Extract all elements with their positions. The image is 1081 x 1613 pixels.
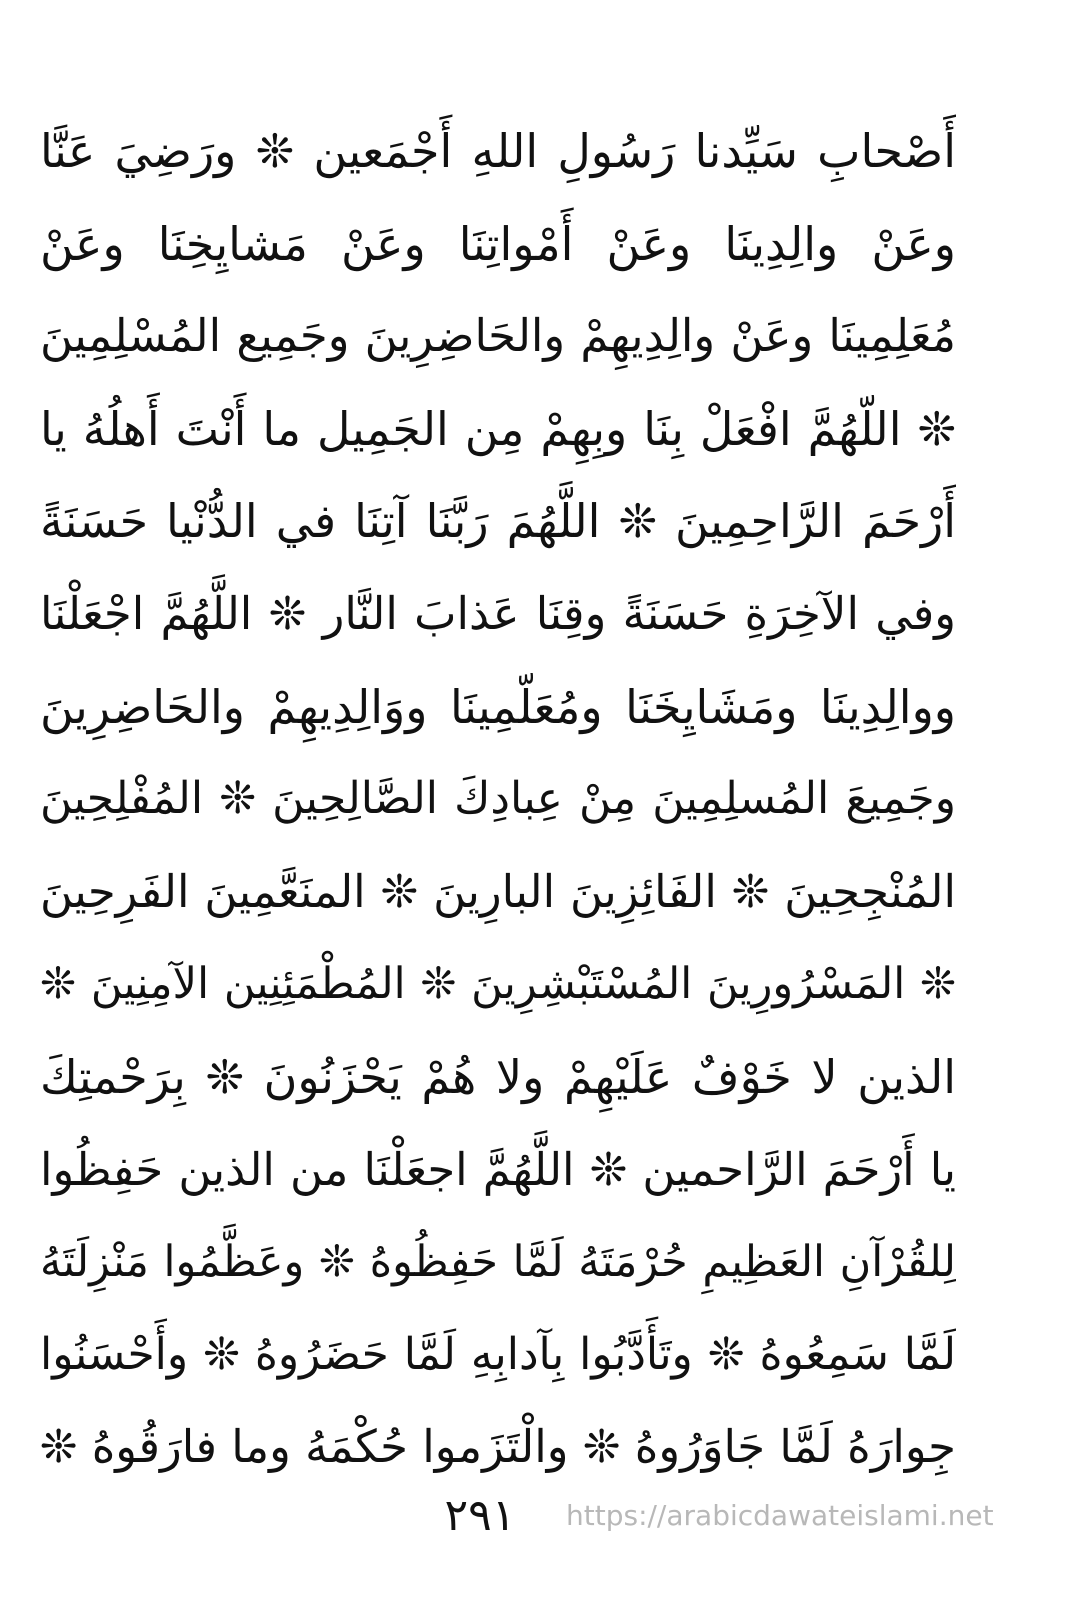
text-line-14: لَمَّا سَمِعُوهُ ❊ وتَأَدَّبُوا بِآدابِهِ لَمَّا حَضَرُوهُ ❊ وأَحْسَنُوا [40,1328,956,1380]
page-footer [0,1486,1081,1546]
text-line-2: وعَنْ والِدِينَا وعَنْ أَمْواتِنَا وعَنْ مَشايِخِنَا وعَنْ [40,216,956,271]
text-line-9: المُنْجِحِينَ ❊ الفَائِزِينَ البارِينَ ❊ المنَعَّمِينَ الفَرِحِينَ [40,864,956,918]
text-line-13: لِلقُرْآنِ العَظِيمِ حُرْمَتَهُ لَمَّا حَفِظُوهُ ❊ وعَظَّمُوا مَنْزِلَتَهُ [40,1237,956,1288]
text-line-4: ❊ اللّهُمَّ افْعَلْ بِنَا وبِهِمْ مِن الجَمِيل ما أَنْتَ أَهلُهُ يا [40,401,956,456]
arabic-text-block [40,105,956,1494]
text-line-6: وفي الآخِرَةِ حَسَنَةً وقِنَا عَذابَ النَّار ❊ اللَّهُمَّ اجْعَلْنَا [40,586,956,640]
text-line-10: ❊ المَسْرُورِينَ المُسْتَبْشِرِينَ ❊ المُطْمَئِنِين الآمِنِينَ ❊ [40,959,956,1010]
text-line-3: مُعَلِمِينَا وعَنْ والِدِيهِمْ والحَاضِرِينَ وجَمِيع المُسْلِمِينَ [40,309,956,363]
text-line-5: أَرْحَمَ الرَّاحِمِينَ ❊ اللَّهُمَ رَبَّنَا آتِنَا في الدُّنْيا حَسَنَةً [40,494,956,549]
page-number: ٢٩١ [444,1490,516,1541]
text-line-15: جِوارَهُ لَمَّا جَاوَرُوهُ ❊ والْتَزَموا حُكْمَهُ وما فارَقُوهُ ❊ [40,1420,956,1474]
text-line-11: الذين لا خَوْفٌ عَلَيْهِمْ ولا هُمْ يَحْزَنُونَ ❊ بِرَحْمتِكَ [40,1049,956,1104]
text-line-8: وجَمِيعَ المُسلِمِينَ مِنْ عِبادِكَ الصَّالِحِينَ ❊ المُفْلِحِينَ [40,773,956,825]
text-line-12: يا أَرْحَمَ الرَّاحمين ❊ اللَّهُمَّ اجعَلْنَا من الذين حَفِظُوا [40,1142,956,1196]
text-line-1: أَصْحابِ سَيِّدنا رَسُولِ اللهِ أَجْمَعين ❊ ورَضِيَ عَنَّا [40,124,956,178]
website-watermark: https://arabicdawateislami.net [566,1499,994,1532]
text-line-7: ووالِدِينَا ومَشَايِخَنَا ومُعَلّمِينَا ووَالِدِيهِمْ والحَاضِرِينَ [40,679,956,734]
